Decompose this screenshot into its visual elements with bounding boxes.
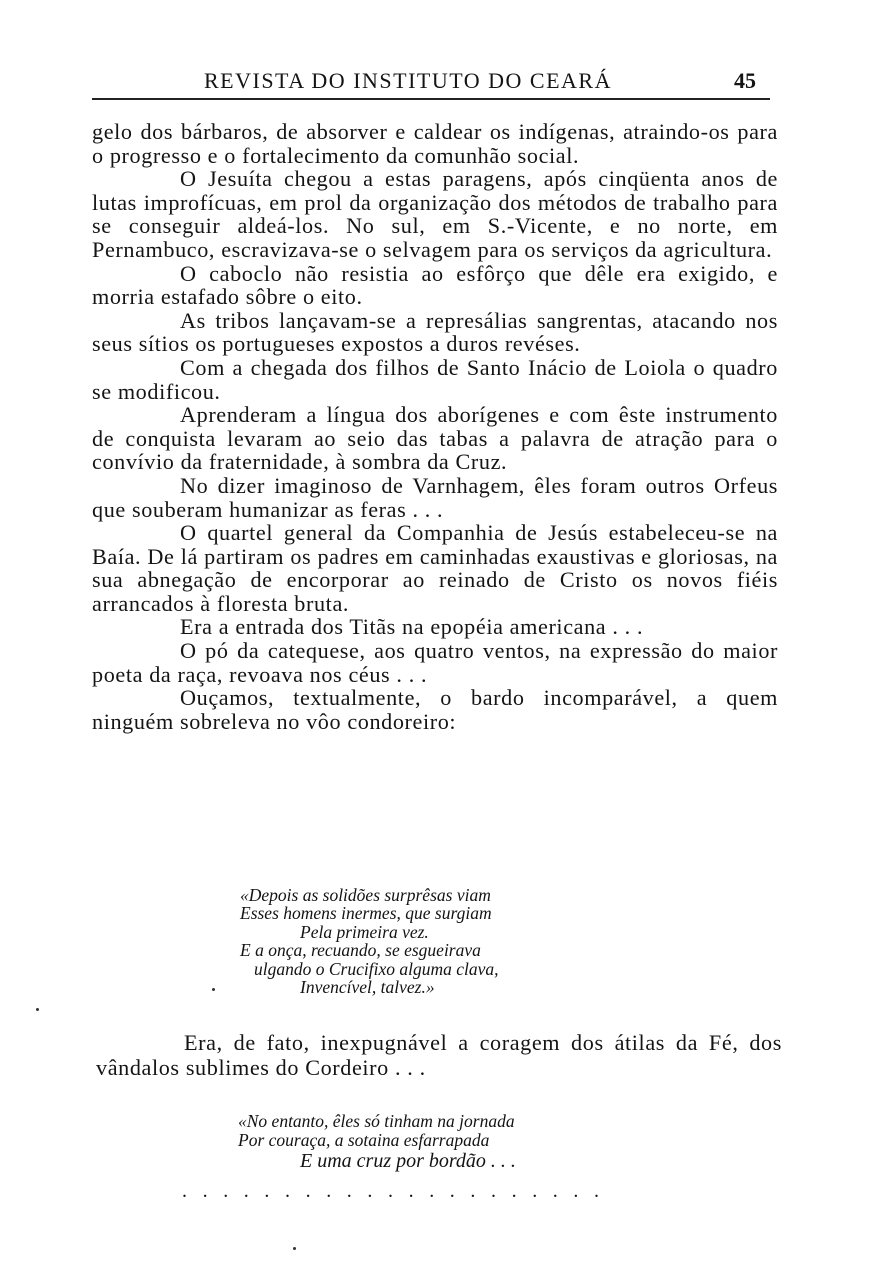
poem-quote-1 xyxy=(240,886,660,996)
print-speck xyxy=(293,1247,296,1250)
paragraph: As tribos lançavam-se a represálias sangrentas, atacando nos seus sítios os portugueses expostos a duros revéses. xyxy=(92,307,778,357)
poem-line: «No entanto, êles só tinham na jornada xyxy=(238,1111,515,1131)
paragraph: Com a chegada dos filhos de Santo Inácio de Loiola o quadro se modificou. xyxy=(92,354,778,404)
paragraph: Era a entrada dos Titãs na epopéia americana . . . xyxy=(180,614,644,640)
paragraph: O quartel general da Companhia de Jesús estabeleceu-se na Baía. De lá partiram os padres em caminhadas exaustivas e gloriosas, na sua abnegação de encorporar ao reinado de Cristo os novos fiéis arrancados à floresta bruta. xyxy=(92,520,778,616)
page-number: 45 xyxy=(734,68,756,93)
paragraph: O pó da catequese, aos quatro ventos, na expressão do maior poeta da raça, revoava nos céus . . . xyxy=(92,638,778,687)
journal-title: REVISTA DO INSTITUTO DO CEARÁ xyxy=(204,68,612,93)
poem-line: Pela primeira vez. xyxy=(300,921,429,942)
closing-paragraph xyxy=(96,1030,782,1080)
paragraph: Ouçamos, textualmente, o bardo incomparável, a quem ninguém sobreleva no vôo condoreiro: xyxy=(92,685,778,734)
ellipsis-dot-line: ..................... xyxy=(182,1180,615,1202)
paragraph: O caboclo não resistia ao esfôrço que dêle era exigido, e morria estafado sôbre o eito. xyxy=(92,260,778,310)
poem-line: ulgando o Crucifixo alguma clava, xyxy=(254,958,499,979)
poem-line: E a onça, recuando, se esgueirava xyxy=(240,940,481,961)
poem-line: «Depois as solidões surprêsas viam xyxy=(240,885,491,905)
print-speck xyxy=(36,1008,39,1011)
poem-quote-2 xyxy=(238,1112,678,1172)
paragraph: gelo dos bárbaros, de absorver e caldear os indígenas, atraindo-os para o progresso e o fortalecimento da comunhão social. xyxy=(92,119,778,168)
paragraph: Aprenderam a língua dos aborígenes e com êste instrumento de conquista levaram ao seio das tabas a palavra de atração para o convívio da fraternidade, à sombra da Cruz. xyxy=(92,402,778,475)
poem-line: Esses homens inermes, que surgiam xyxy=(240,903,492,924)
running-header xyxy=(92,62,770,100)
poem-line: E uma cruz por bordão . . . xyxy=(300,1150,516,1172)
paragraph: Era, de fato, inexpugnável a coragem dos átilas da Fé, dos vândalos sublimes do Cordeiro . . . xyxy=(96,1030,782,1080)
poem-line: Invencível, talvez.» xyxy=(300,977,435,998)
main-text xyxy=(92,120,778,733)
print-speck xyxy=(212,988,215,991)
paragraph: O Jesuíta chegou a estas paragens, após cinqüenta anos de lutas improfícuas, em prol da organização dos métodos de trabalho para se conseguir aldeá-los. No sul, em S.-Vicente, e no norte, em Pernambuco, escravizava-se o selvagem para os serviços da agricultura. xyxy=(92,166,778,262)
poem-line: Por couraça, a sotaina esfarrapada xyxy=(238,1130,490,1150)
paragraph: No dizer imaginoso de Varnhagem, êles foram outros Orfeus que souberam humanizar as feras . . . xyxy=(92,472,778,522)
